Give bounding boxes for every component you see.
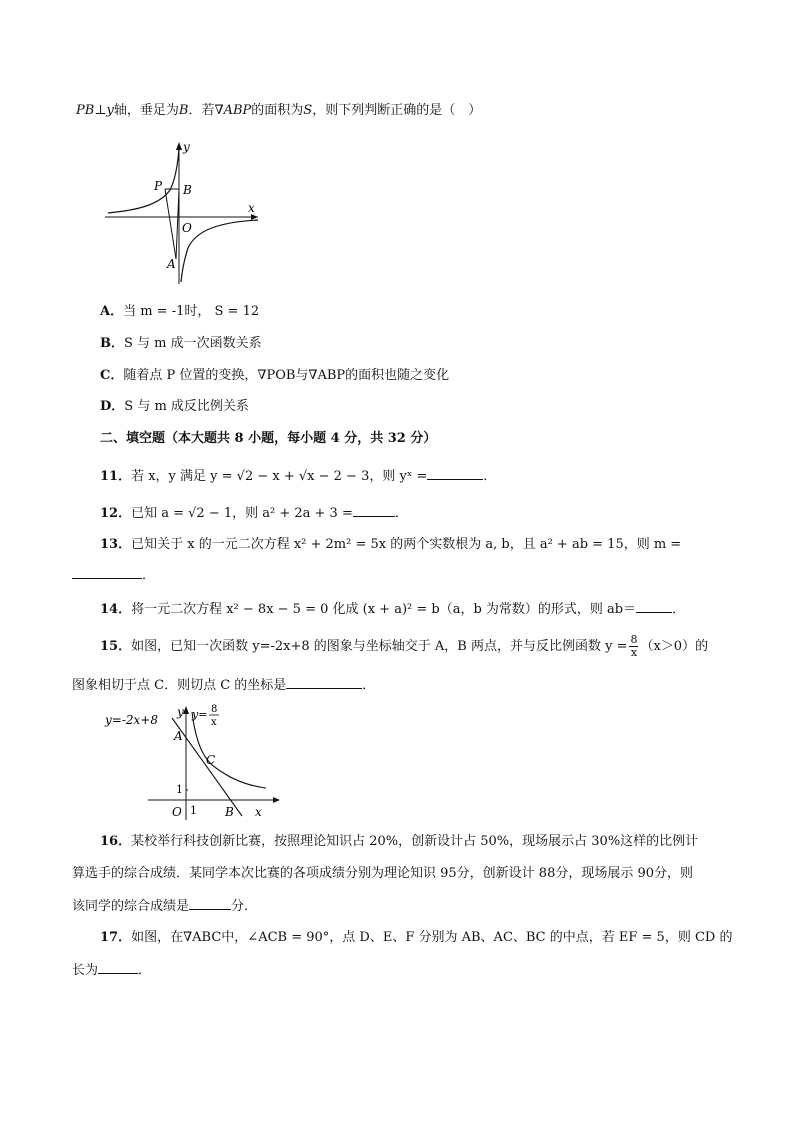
section-title bbox=[100, 430, 436, 448]
q15-number: 15． bbox=[100, 639, 132, 654]
q12-number: 12． bbox=[100, 506, 132, 521]
option-c bbox=[100, 367, 449, 385]
q16-line3: 该同学的综合成绩是 bbox=[72, 899, 190, 914]
option-b bbox=[100, 335, 262, 353]
option-b-label: B． bbox=[100, 336, 124, 351]
q17-answer-blank[interactable] bbox=[98, 961, 138, 974]
q14-number: 14． bbox=[100, 602, 132, 617]
question-12 bbox=[100, 504, 408, 523]
g2-o-label: O bbox=[172, 805, 182, 819]
pb-label: PB bbox=[76, 103, 95, 118]
g2-curve-num: 8 bbox=[211, 704, 218, 715]
q17-end: ． bbox=[138, 963, 152, 978]
question-15-cont bbox=[72, 676, 375, 695]
q15-end: ． bbox=[362, 678, 376, 693]
q15-text-a: 如图，已知一次函数 y=-2x+8 的图象与坐标轴交于 A，B 两点，并与反比例函数 y = bbox=[131, 639, 628, 654]
g2-curve-den: x bbox=[211, 717, 217, 728]
g2-line-label: y=-2x+8 bbox=[105, 713, 158, 727]
g2-b-label: B bbox=[225, 805, 234, 819]
intro-text1: 轴，垂足为 bbox=[113, 103, 179, 118]
option-c-label: C． bbox=[100, 368, 124, 383]
question-intro bbox=[76, 102, 481, 120]
q15-frac-num: 8 bbox=[630, 633, 638, 646]
option-a bbox=[100, 303, 259, 321]
triangle-abp: ∇ABP bbox=[214, 103, 252, 118]
q15-fraction bbox=[629, 634, 638, 659]
perp-symbol: ⊥ bbox=[94, 103, 107, 118]
question-17-line2 bbox=[72, 961, 151, 980]
question-16-line3 bbox=[72, 897, 257, 916]
q16-answer-blank[interactable] bbox=[189, 897, 231, 910]
g2-one-x: 1 bbox=[190, 804, 197, 817]
option-b-text: S 与 m 成一次函数关系 bbox=[124, 336, 262, 351]
question-15 bbox=[100, 634, 708, 660]
q16-end: 分． bbox=[231, 899, 258, 914]
q14-end: ． bbox=[672, 602, 686, 617]
g1-o-label: O bbox=[182, 221, 192, 235]
y-symbol: y bbox=[106, 103, 114, 118]
q17-line1: 如图，在∇ABC中，∠ACB = 90°，点 D、E、F 分别为 AB、AC、BC 的中点，若 EF = 5，则 CD 的 bbox=[131, 930, 733, 945]
option-d-label: D． bbox=[100, 399, 125, 414]
q15-frac-den: x bbox=[630, 646, 638, 659]
option-d bbox=[100, 398, 249, 416]
g2-x-label: x bbox=[255, 805, 262, 819]
question-16-line2 bbox=[72, 865, 693, 883]
option-d-text: S 与 m 成反比例关系 bbox=[124, 399, 249, 414]
g1-b-label: B bbox=[183, 183, 192, 197]
q12-text: 已知 a = √2 − 1，则 a² + 2a + 3 = bbox=[131, 506, 353, 521]
s-symbol: S bbox=[303, 103, 313, 118]
question-13-cont bbox=[72, 566, 155, 585]
g2-a-label: A bbox=[174, 729, 183, 743]
section-note: （本大题共 8 小题，每小题 4 分，共 32 分） bbox=[165, 431, 437, 446]
q12-answer-blank[interactable] bbox=[353, 504, 395, 517]
q11-end: ． bbox=[483, 469, 497, 484]
g1-p-label: P bbox=[154, 179, 163, 193]
g2-curve-label: y= bbox=[192, 708, 208, 721]
option-a-label: A． bbox=[100, 304, 124, 319]
q14-text: 将一元二次方程 x² − 8x − 5 = 0 化成 (x + a)² = b（a，b 为常数）的形式，则 ab＝ bbox=[131, 602, 637, 617]
intro-text4: ，则下列判断正确的是（ ） bbox=[312, 103, 482, 118]
q13-answer-blank[interactable] bbox=[72, 566, 142, 579]
q12-end: ． bbox=[394, 506, 408, 521]
g2-c-label: C bbox=[206, 753, 216, 767]
point-b: B bbox=[178, 103, 189, 118]
q16-line2: 算选手的综合成绩．某同学本次比赛的各项成绩分别为理论知识 95分，创新设计 88分，现场展示 90分，则 bbox=[72, 866, 694, 881]
q14-answer-blank[interactable] bbox=[636, 600, 672, 613]
q15-text-b: （x＞0）的 bbox=[640, 639, 709, 654]
option-c-text: 随着点 P 位置的变换，∇POB与∇ABP的面积也随之变化 bbox=[123, 368, 450, 383]
question-16 bbox=[100, 833, 698, 851]
g2-y-label: y bbox=[177, 705, 184, 719]
q15-line2: 图象相切于点 C．则切点 C 的坐标是 bbox=[72, 678, 287, 693]
q17-number: 17． bbox=[100, 930, 132, 945]
q13-number: 13． bbox=[100, 537, 132, 552]
intro-text2: ．若 bbox=[188, 103, 215, 118]
q13-text: 已知关于 x 的一元二次方程 x² + 2m² = 5x 的两个实数根为 a, b，且 a² + ab = 15，则 m = bbox=[131, 537, 682, 552]
g1-y-label: y bbox=[183, 140, 190, 154]
q13-end: ． bbox=[142, 568, 156, 583]
g2-one-y: 1 bbox=[176, 783, 183, 796]
hyperbola-graph bbox=[100, 138, 270, 288]
question-14 bbox=[100, 600, 685, 619]
q16-line1: 某校举行科技创新比赛，按照理论知识占 20%，创新设计占 50%，现场展示占 30%这样的比例计 bbox=[131, 834, 699, 849]
intro-text3: 的面积为 bbox=[251, 103, 304, 118]
question-13 bbox=[100, 536, 681, 554]
q11-answer-blank[interactable] bbox=[427, 467, 483, 480]
g1-a-label: A bbox=[167, 257, 176, 271]
q11-number: 11． bbox=[100, 469, 132, 484]
q15-answer-blank[interactable] bbox=[286, 676, 362, 689]
tangent-graph bbox=[100, 704, 300, 824]
q11-text: 若 x，y 满足 y = √2 − x + √x − 2 − 3，则 yˣ = bbox=[131, 469, 428, 484]
question-11 bbox=[100, 467, 496, 486]
q16-number: 16． bbox=[100, 834, 132, 849]
section-heading: 二、填空题 bbox=[100, 431, 166, 446]
q17-line2: 长为 bbox=[72, 963, 99, 978]
option-a-text: 当 m = -1时， S = 12 bbox=[123, 304, 260, 319]
question-17 bbox=[100, 929, 732, 947]
g1-x-label: x bbox=[248, 201, 255, 215]
